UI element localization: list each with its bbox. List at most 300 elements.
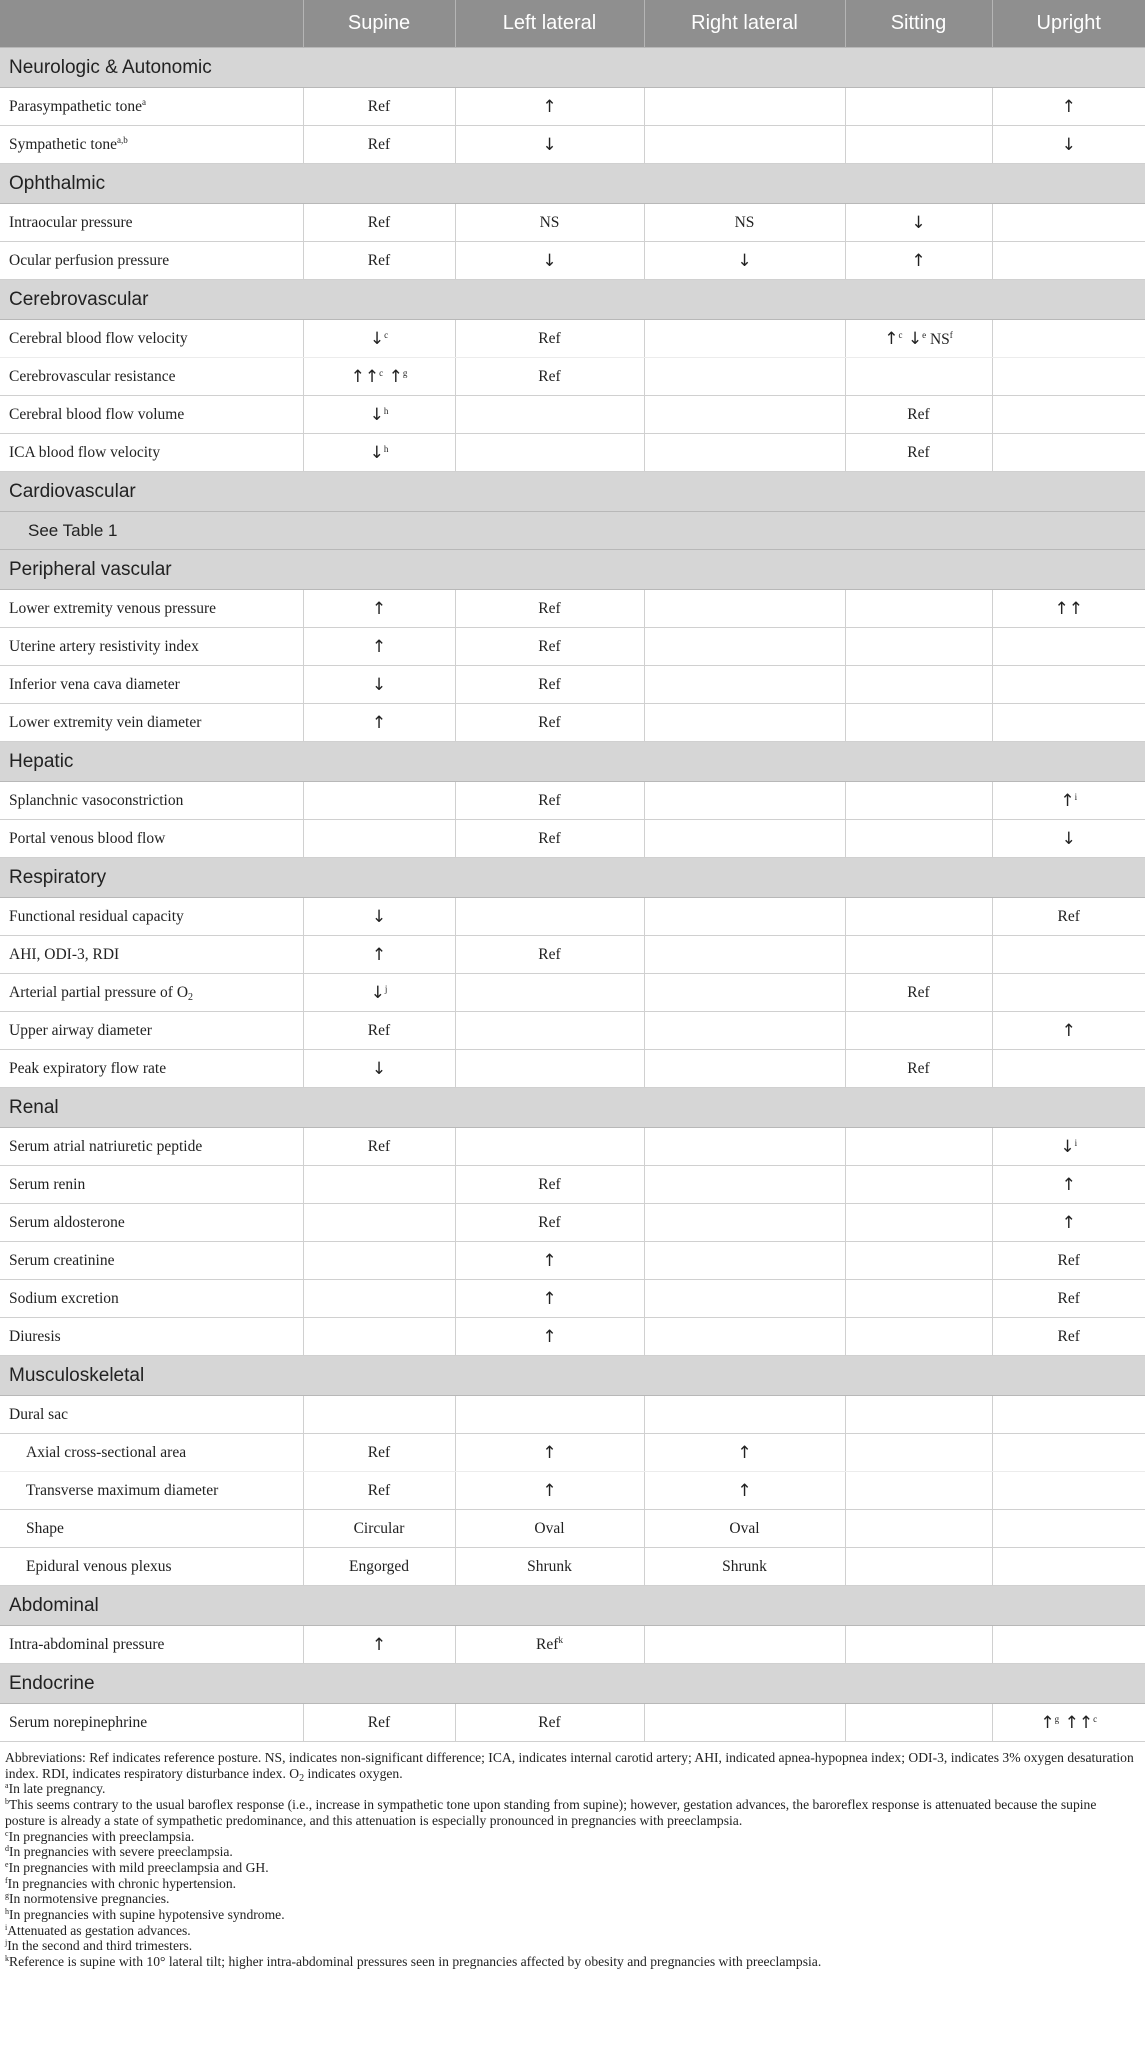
table-cell <box>992 126 1145 164</box>
row-label-text: Serum renin <box>9 1175 86 1193</box>
cell-value: Ref <box>367 1481 391 1499</box>
table-cell <box>992 1510 1145 1548</box>
table-cell <box>303 396 455 434</box>
cell-value: ↑↑ <box>350 366 380 387</box>
cell-value: Ref <box>367 1713 391 1731</box>
table-cell <box>303 1050 455 1088</box>
table-row <box>0 204 1145 242</box>
section-row <box>0 550 1145 590</box>
table-cell <box>992 88 1145 126</box>
cell-value: ↑ <box>371 944 387 965</box>
table-row <box>0 590 1145 628</box>
table-cell <box>303 1166 455 1204</box>
table-cell <box>644 1050 845 1088</box>
table-cell <box>644 1012 845 1050</box>
cell-value: ↑ <box>542 1442 557 1463</box>
table-cell <box>644 358 845 396</box>
table-row <box>0 358 1145 396</box>
footnote-text: In normotensive pregnancies. <box>9 1891 170 1907</box>
table-cell <box>644 434 845 472</box>
footnote-text: In pregnancies with mild preeclampsia and GH. <box>8 1859 269 1875</box>
footnote-marker: h <box>383 443 389 454</box>
row-label <box>0 666 303 704</box>
section-note: See Table 1 <box>0 512 1145 550</box>
cell-value: Ref <box>907 983 930 1001</box>
row-label <box>0 1434 303 1472</box>
table-cell <box>845 1626 992 1664</box>
row-label <box>0 628 303 666</box>
table-cell <box>303 628 455 666</box>
footnote <box>5 1938 1136 1954</box>
row-label <box>0 974 303 1012</box>
footnote-marker: b <box>5 1797 9 1807</box>
footnote <box>5 1954 1136 1970</box>
row-label-text: Upper airway diameter <box>9 1021 152 1039</box>
table-cell <box>644 88 845 126</box>
header-supine: Supine <box>303 0 455 48</box>
row-label-text: Serum creatinine <box>9 1251 115 1269</box>
cell-value: Ref <box>538 599 561 617</box>
table-cell <box>455 782 644 820</box>
table-cell <box>455 320 644 358</box>
table-cell <box>455 1510 644 1548</box>
table-cell <box>455 1280 644 1318</box>
table-cell <box>845 1166 992 1204</box>
table-cell <box>303 126 455 164</box>
row-label <box>0 1012 303 1050</box>
footnote <box>5 1876 1136 1892</box>
cell-value: ↑ <box>1061 96 1076 117</box>
footnote <box>5 1829 1136 1845</box>
row-label <box>0 242 303 280</box>
section-row <box>0 164 1145 204</box>
table-cell <box>992 204 1145 242</box>
cell-value: ↓ <box>371 674 387 695</box>
cell-value: Ref <box>538 329 561 347</box>
row-label-text: ICA blood flow velocity <box>9 443 161 461</box>
footnote <box>5 1860 1136 1876</box>
cell-value: ↑↑ <box>1054 598 1083 619</box>
cell-value: ↑ <box>542 1288 557 1309</box>
cell-value: Ref <box>538 791 561 809</box>
footnote-marker: c <box>379 367 384 378</box>
cell-value: Ref <box>538 1713 561 1731</box>
table-cell <box>992 1204 1145 1242</box>
table-cell <box>644 1280 845 1318</box>
table-row <box>0 1318 1145 1356</box>
row-label <box>0 590 303 628</box>
table-cell <box>845 1050 992 1088</box>
footnote-text: Abbreviations: Ref indicates reference posture. NS, indicates non-significant difference; ICA, indicates internal carotid artery; AHI, indicated apnea-hypopnea index; ODI-3, indicates 3% oxygen desaturation index. RDI, indicates respiratory disturbance index. O <box>5 1750 1134 1781</box>
cell-value: Ref <box>367 97 391 115</box>
footnote-text: In pregnancies with supine hypotensive syndrome. <box>9 1907 285 1923</box>
row-label-text: Uterine artery resistivity index <box>9 637 199 655</box>
table-cell <box>303 320 455 358</box>
table-cell <box>845 1434 992 1472</box>
table-cell <box>303 898 455 936</box>
table-cell <box>644 704 845 742</box>
table-cell <box>644 1510 845 1548</box>
table-cell <box>303 666 455 704</box>
cell-value: Engorged <box>349 1557 409 1575</box>
footnote-marker: g <box>402 367 408 378</box>
row-label-text: Cerebral blood flow velocity <box>9 329 188 347</box>
row-label-text: Cerebral blood flow volume <box>9 405 185 423</box>
cell-value: Ref <box>367 213 391 231</box>
cell-value: ↓ <box>369 404 384 425</box>
section-title: Cardiovascular <box>0 472 1145 512</box>
row-label-text: Serum atrial natriuretic peptide <box>9 1137 203 1155</box>
cell-value: ↓ <box>371 1058 387 1079</box>
cell-value: ↑ <box>1061 1020 1076 1041</box>
section-title: Neurologic & Autonomic <box>0 48 1145 88</box>
table-row <box>0 1050 1145 1088</box>
table-cell <box>455 1012 644 1050</box>
section-row <box>0 280 1145 320</box>
row-label <box>0 88 303 126</box>
table-cell <box>303 242 455 280</box>
table-cell <box>644 974 845 1012</box>
row-label <box>0 782 303 820</box>
table-cell <box>992 898 1145 936</box>
row-label <box>0 434 303 472</box>
table-cell <box>644 242 845 280</box>
table-row <box>0 1280 1145 1318</box>
table-cell <box>992 396 1145 434</box>
row-label-text: Ocular perfusion pressure <box>9 251 170 269</box>
table-cell <box>455 704 644 742</box>
table-cell <box>455 1472 644 1510</box>
header-left-lateral: Left lateral <box>455 0 644 48</box>
table-cell <box>992 628 1145 666</box>
table-cell <box>992 1396 1145 1434</box>
table-cell <box>644 1434 845 1472</box>
table-cell <box>992 1704 1145 1742</box>
cell-value: Ref <box>538 1175 561 1193</box>
table-row <box>0 1012 1145 1050</box>
table-cell <box>455 1548 644 1586</box>
table-cell <box>303 704 455 742</box>
table-cell <box>303 590 455 628</box>
row-label <box>0 358 303 396</box>
row-label-text: Serum aldosterone <box>9 1213 125 1231</box>
row-label <box>0 1510 303 1548</box>
cell-value: Oval <box>534 1519 565 1537</box>
row-label-text: Serum norepinephrine <box>9 1713 148 1731</box>
table-cell <box>845 1396 992 1434</box>
table-cell <box>455 1166 644 1204</box>
table-cell <box>845 1704 992 1742</box>
cell-value: Ref <box>536 1635 559 1653</box>
table-row <box>0 434 1145 472</box>
header-upright: Upright <box>992 0 1145 48</box>
cell-value: Shrunk <box>527 1557 572 1575</box>
table-row <box>0 126 1145 164</box>
footnote-marker: j <box>5 1938 8 1948</box>
header-row <box>0 0 1145 48</box>
footnote-marker: k <box>5 1954 9 1964</box>
cell-value: ↑ <box>371 1634 387 1655</box>
section-title: Musculoskeletal <box>0 1356 1145 1396</box>
table-cell <box>455 1050 644 1088</box>
cell-value: Ref <box>538 945 561 963</box>
cell-value: Circular <box>353 1519 405 1537</box>
table-cell <box>644 820 845 858</box>
row-label-text: Transverse maximum diameter <box>26 1481 219 1499</box>
cell-value: NS <box>926 330 950 348</box>
table-cell <box>845 1318 992 1356</box>
table-cell <box>644 126 845 164</box>
table-cell <box>455 1318 644 1356</box>
row-label-text: Shape <box>26 1519 64 1537</box>
table-cell <box>644 204 845 242</box>
cell-value: Ref <box>367 1443 391 1461</box>
cell-value: ↑ <box>542 1250 557 1271</box>
table-row <box>0 936 1145 974</box>
table-cell <box>845 704 992 742</box>
footnote-marker: f <box>949 329 953 340</box>
section-title: Ophthalmic <box>0 164 1145 204</box>
table-row <box>0 1242 1145 1280</box>
row-label-text: Sympathetic tone <box>9 135 118 153</box>
cell-value: ↓ <box>902 328 923 349</box>
footnote-marker: j <box>384 983 388 994</box>
row-label <box>0 1242 303 1280</box>
table-row <box>0 628 1145 666</box>
table-cell <box>992 320 1145 358</box>
table-cell <box>455 628 644 666</box>
row-label <box>0 126 303 164</box>
table-cell <box>644 628 845 666</box>
cell-value: ↓ <box>370 982 385 1003</box>
table-header <box>0 0 1145 48</box>
row-label-text: Axial cross-sectional area <box>26 1443 187 1461</box>
header-right-lateral: Right lateral <box>644 0 845 48</box>
table-cell <box>644 320 845 358</box>
section-title: Respiratory <box>0 858 1145 898</box>
table-cell <box>845 396 992 434</box>
cell-value: NS <box>539 213 560 231</box>
footnote-marker: k <box>558 1634 563 1645</box>
cell-value: ↑ <box>542 96 557 117</box>
footnote <box>5 1781 1136 1797</box>
footnote-marker: i <box>1074 791 1078 802</box>
table-row <box>0 666 1145 704</box>
table-cell <box>644 1548 845 1586</box>
footnote-marker: e <box>5 1859 9 1869</box>
cell-value: Ref <box>367 251 391 269</box>
table-cell <box>455 936 644 974</box>
table-row <box>0 1396 1145 1434</box>
section-row <box>0 472 1145 512</box>
row-label-text: Epidural venous plexus <box>26 1557 172 1575</box>
cell-value: ↑ <box>737 1480 752 1501</box>
row-label <box>0 1472 303 1510</box>
table-cell <box>992 1242 1145 1280</box>
footnote-marker: c <box>1093 1713 1098 1724</box>
row-label <box>0 1204 303 1242</box>
table-cell <box>644 666 845 704</box>
table-cell <box>644 898 845 936</box>
table-cell <box>644 1204 845 1242</box>
footnote-marker: e <box>922 329 927 340</box>
table-cell <box>992 1280 1145 1318</box>
cell-value: ↓ <box>1060 1136 1075 1157</box>
table-cell <box>303 782 455 820</box>
cell-value: ↑↑ <box>1059 1712 1094 1733</box>
row-label-text: Inferior vena cava diameter <box>9 675 180 693</box>
table-cell <box>845 88 992 126</box>
table-cell <box>455 1434 644 1472</box>
row-label <box>0 1626 303 1664</box>
table-cell <box>455 242 644 280</box>
footnote-marker: i <box>1074 1137 1078 1148</box>
row-label <box>0 1396 303 1434</box>
table-row <box>0 898 1145 936</box>
table-cell <box>644 1472 845 1510</box>
cell-value: Oval <box>729 1519 760 1537</box>
row-label-text: Intra-abdominal pressure <box>9 1635 165 1653</box>
table-cell <box>455 204 644 242</box>
table-footnotes <box>0 1742 1145 1970</box>
footnote <box>5 1907 1136 1923</box>
footnote-text: This seems contrary to the usual baroflex response (i.e., increase in sympathetic tone upon standing from supine); however, gestation advances, the baroreflex response is attenuated because the supine posture is already a state of sympathetic predominance, and this attenuation is especially pronounced in pregnancies with preeclampsia. <box>5 1797 1097 1828</box>
table-cell <box>992 1626 1145 1664</box>
cell-value: ↑ <box>383 366 403 387</box>
row-label <box>0 1166 303 1204</box>
table-row <box>0 820 1145 858</box>
table-row <box>0 396 1145 434</box>
table-row <box>0 974 1145 1012</box>
footnote-marker: a <box>5 1781 9 1791</box>
table-cell <box>992 434 1145 472</box>
cell-value: Ref <box>538 367 561 385</box>
footnote-text: In pregnancies with preeclampsia. <box>8 1828 195 1844</box>
table-cell <box>845 898 992 936</box>
cell-value: ↓ <box>369 442 384 463</box>
footnote-marker: h <box>383 405 389 416</box>
footnote-marker: h <box>5 1907 9 1917</box>
row-label <box>0 820 303 858</box>
table-row <box>0 242 1145 280</box>
table-cell <box>303 936 455 974</box>
table-cell <box>992 936 1145 974</box>
row-label <box>0 1050 303 1088</box>
table-cell <box>845 628 992 666</box>
table-cell <box>303 1318 455 1356</box>
row-label <box>0 704 303 742</box>
footnote-marker: i <box>5 1922 8 1932</box>
footnote-text: In late pregnancy. <box>8 1781 106 1797</box>
row-label-text: Lower extremity venous pressure <box>9 599 217 617</box>
footnote <box>5 1750 1136 1784</box>
table-cell <box>845 1280 992 1318</box>
footnote-text: Attenuated as gestation advances. <box>7 1922 191 1938</box>
cell-value: ↑ <box>911 250 926 271</box>
table-cell <box>845 936 992 974</box>
table-row <box>0 1626 1145 1664</box>
table-row <box>0 782 1145 820</box>
table-cell <box>455 1204 644 1242</box>
table-cell <box>455 396 644 434</box>
footnote-marker: c <box>5 1828 9 1838</box>
table-cell <box>303 358 455 396</box>
table-cell <box>303 1012 455 1050</box>
row-label-text: Dural sac <box>9 1405 68 1423</box>
table-row <box>0 1204 1145 1242</box>
cell-value: ↓ <box>1061 828 1076 849</box>
table-row <box>0 1434 1145 1472</box>
footnote-marker: c <box>384 329 389 340</box>
footnote <box>5 1844 1136 1860</box>
footnote-text: In the second and third trimesters. <box>7 1938 193 1954</box>
table-cell <box>644 590 845 628</box>
row-label <box>0 1318 303 1356</box>
section-title: Endocrine <box>0 1664 1145 1704</box>
table-cell <box>992 1548 1145 1586</box>
footnote-marker: d <box>5 1844 9 1854</box>
cell-value: Ref <box>538 829 561 847</box>
table-cell <box>644 396 845 434</box>
table-cell <box>992 1318 1145 1356</box>
table-cell <box>303 1242 455 1280</box>
subscript: 2 <box>188 991 194 1003</box>
table-cell <box>845 1510 992 1548</box>
cell-value: Ref <box>1057 1251 1080 1269</box>
subscript: 2 <box>299 1772 305 1784</box>
table-cell <box>303 1704 455 1742</box>
section-title: Hepatic <box>0 742 1145 782</box>
table-cell <box>845 126 992 164</box>
table-cell <box>992 666 1145 704</box>
table-cell <box>644 1128 845 1166</box>
row-label <box>0 898 303 936</box>
table-cell <box>455 666 644 704</box>
cell-value: ↓ <box>737 250 752 271</box>
cell-value: ↓ <box>542 134 557 155</box>
row-label-text: Parasympathetic tone <box>9 97 142 115</box>
table-cell <box>303 820 455 858</box>
cell-value: Ref <box>538 713 561 731</box>
footnote-text: indicates oxygen. <box>304 1765 403 1781</box>
table-row <box>0 704 1145 742</box>
header-corner <box>0 0 303 48</box>
row-label <box>0 1280 303 1318</box>
footnote-marker: g <box>1054 1713 1060 1724</box>
cell-value: ↑ <box>1061 1174 1076 1195</box>
cell-value: ↑ <box>737 1442 752 1463</box>
section-title: Abdominal <box>0 1586 1145 1626</box>
cell-value: ↑ <box>542 1480 557 1501</box>
cell-value: ↓ <box>542 250 557 271</box>
row-label-text: Lower extremity vein diameter <box>9 713 202 731</box>
table-cell <box>303 1434 455 1472</box>
table-cell <box>845 1128 992 1166</box>
table-row <box>0 1548 1145 1586</box>
table-cell <box>455 820 644 858</box>
table-cell <box>455 434 644 472</box>
table-cell <box>845 1204 992 1242</box>
section-row <box>0 48 1145 88</box>
header-sitting: Sitting <box>845 0 992 48</box>
cell-value: Ref <box>1057 1289 1080 1307</box>
table-row <box>0 1704 1145 1742</box>
table-row <box>0 1128 1145 1166</box>
cell-value: ↑ <box>371 636 387 657</box>
section-subrow <box>0 512 1145 550</box>
section-row <box>0 742 1145 782</box>
table-cell <box>644 1242 845 1280</box>
